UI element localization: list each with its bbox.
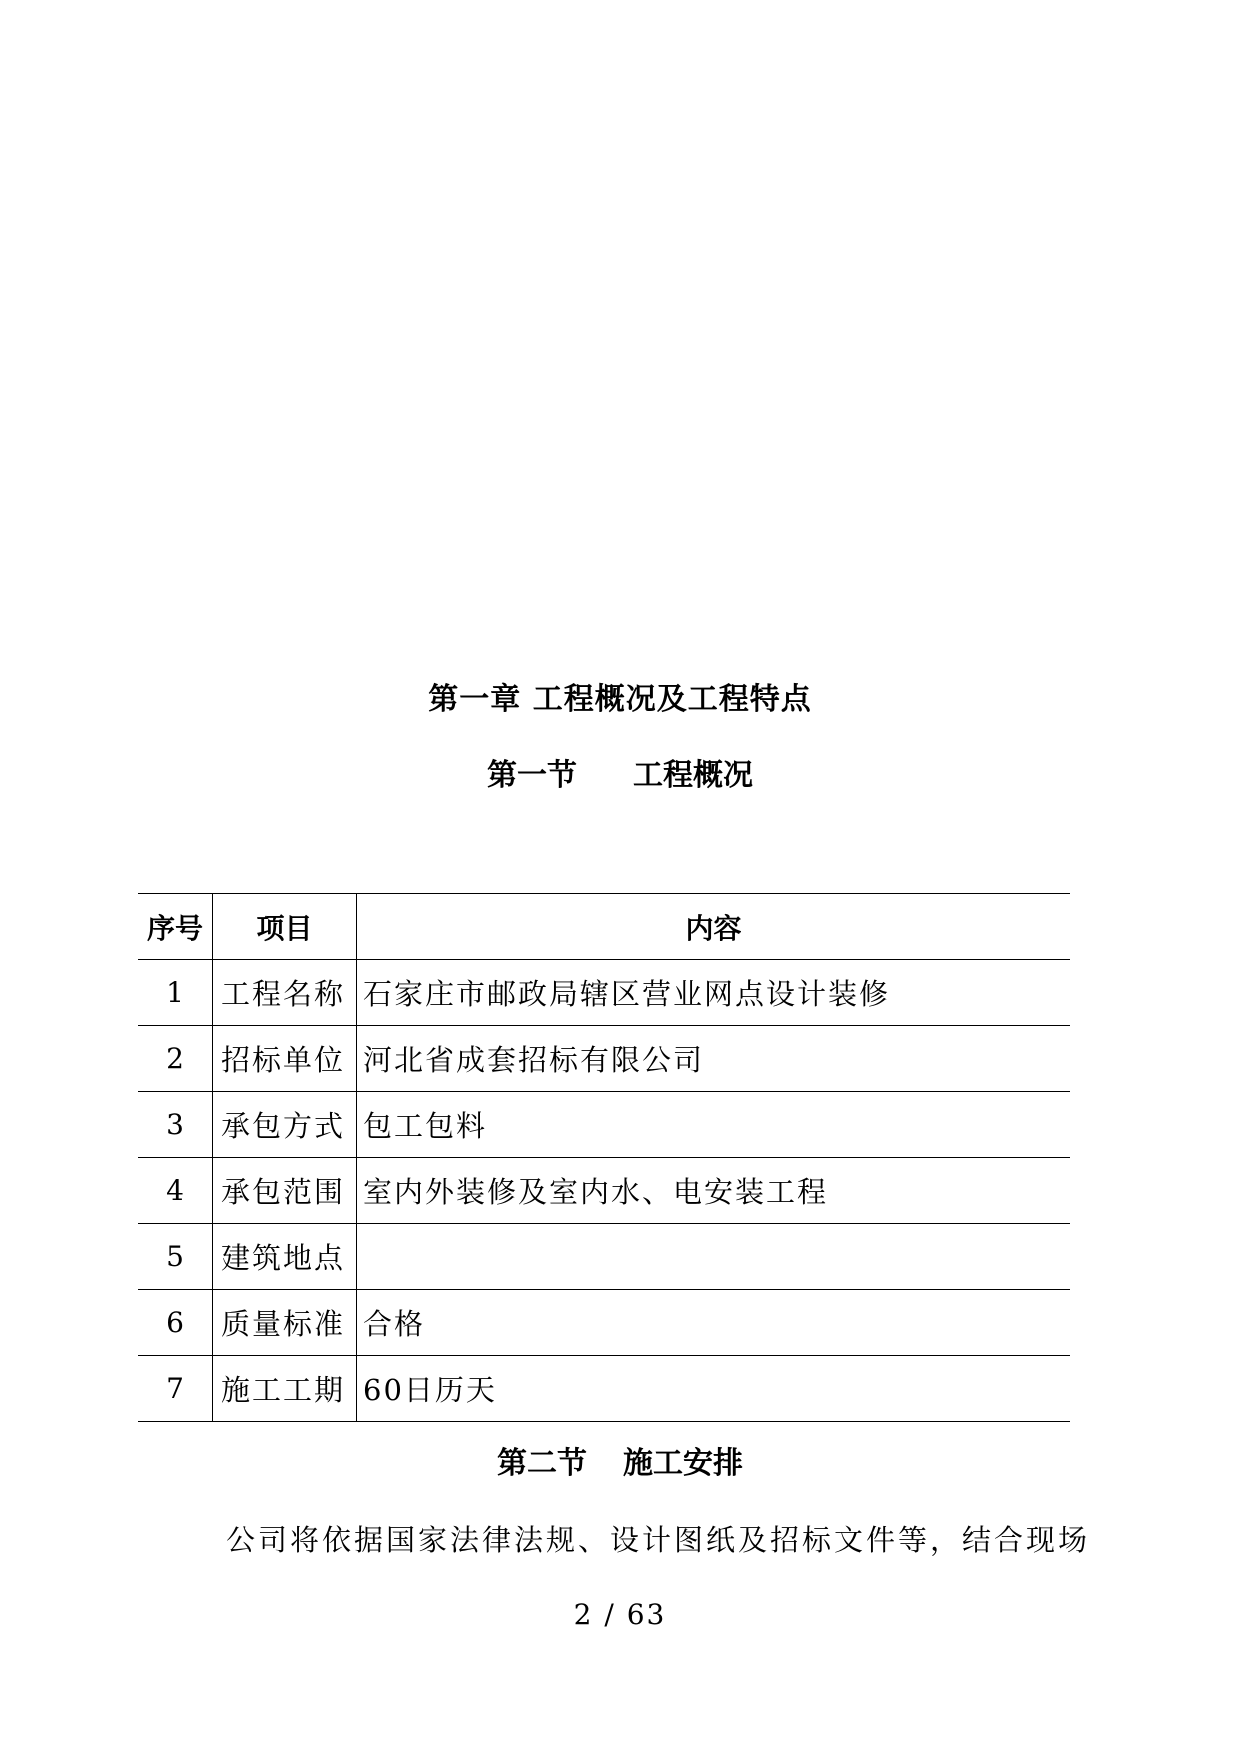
chapter-title: 第一章 工程概况及工程特点 (428, 682, 812, 717)
table-row (138, 1290, 1070, 1356)
row-no: 1 (138, 960, 213, 1026)
table-row (138, 1026, 1070, 1092)
section-name: 工程概况 (633, 758, 753, 793)
row-item: 招标单位 (213, 1026, 357, 1092)
page-number: 2 / 63 (573, 1598, 667, 1631)
section-number: 第一节 (487, 758, 577, 793)
row-content: 石家庄市邮政局辖区营业网点设计装修 (357, 960, 1071, 1026)
row-content: 合格 (357, 1290, 1071, 1356)
row-content: 河北省成套招标有限公司 (357, 1026, 1071, 1092)
row-item: 施工工期 (213, 1356, 357, 1422)
table-header-row (138, 894, 1070, 960)
header-no: 序号 (138, 894, 213, 960)
row-no: 6 (138, 1290, 213, 1356)
row-no: 2 (138, 1026, 213, 1092)
section-number: 第二节 (497, 1446, 587, 1481)
row-item: 建筑地点 (213, 1224, 357, 1290)
header-content: 内容 (357, 894, 1071, 960)
row-item: 承包方式 (213, 1092, 357, 1158)
row-content: 包工包料 (357, 1092, 1071, 1158)
table-row (138, 1158, 1070, 1224)
row-content: 60日历天 (357, 1356, 1071, 1422)
project-overview-table (138, 893, 1070, 1422)
row-item: 承包范围 (213, 1158, 357, 1224)
table-row (138, 960, 1070, 1026)
header-item: 项目 (213, 894, 357, 960)
section-title-arrangement (0, 1444, 1240, 1484)
table-row (138, 1224, 1070, 1290)
row-no: 7 (138, 1356, 213, 1422)
row-content: 室内外装修及室内水、电安装工程 (357, 1158, 1071, 1224)
row-content (357, 1224, 1071, 1290)
section-name: 施工安排 (623, 1446, 743, 1481)
section-title-overview (0, 756, 1240, 796)
row-item: 质量标准 (213, 1290, 357, 1356)
row-no: 4 (138, 1158, 213, 1224)
row-no: 3 (138, 1092, 213, 1158)
row-item: 工程名称 (213, 960, 357, 1026)
row-no: 5 (138, 1224, 213, 1290)
table-row (138, 1356, 1070, 1422)
body-paragraph: 公司将依据国家法律法规、设计图纸及招标文件等，结合现场 (226, 1523, 1091, 1557)
table-row (138, 1092, 1070, 1158)
